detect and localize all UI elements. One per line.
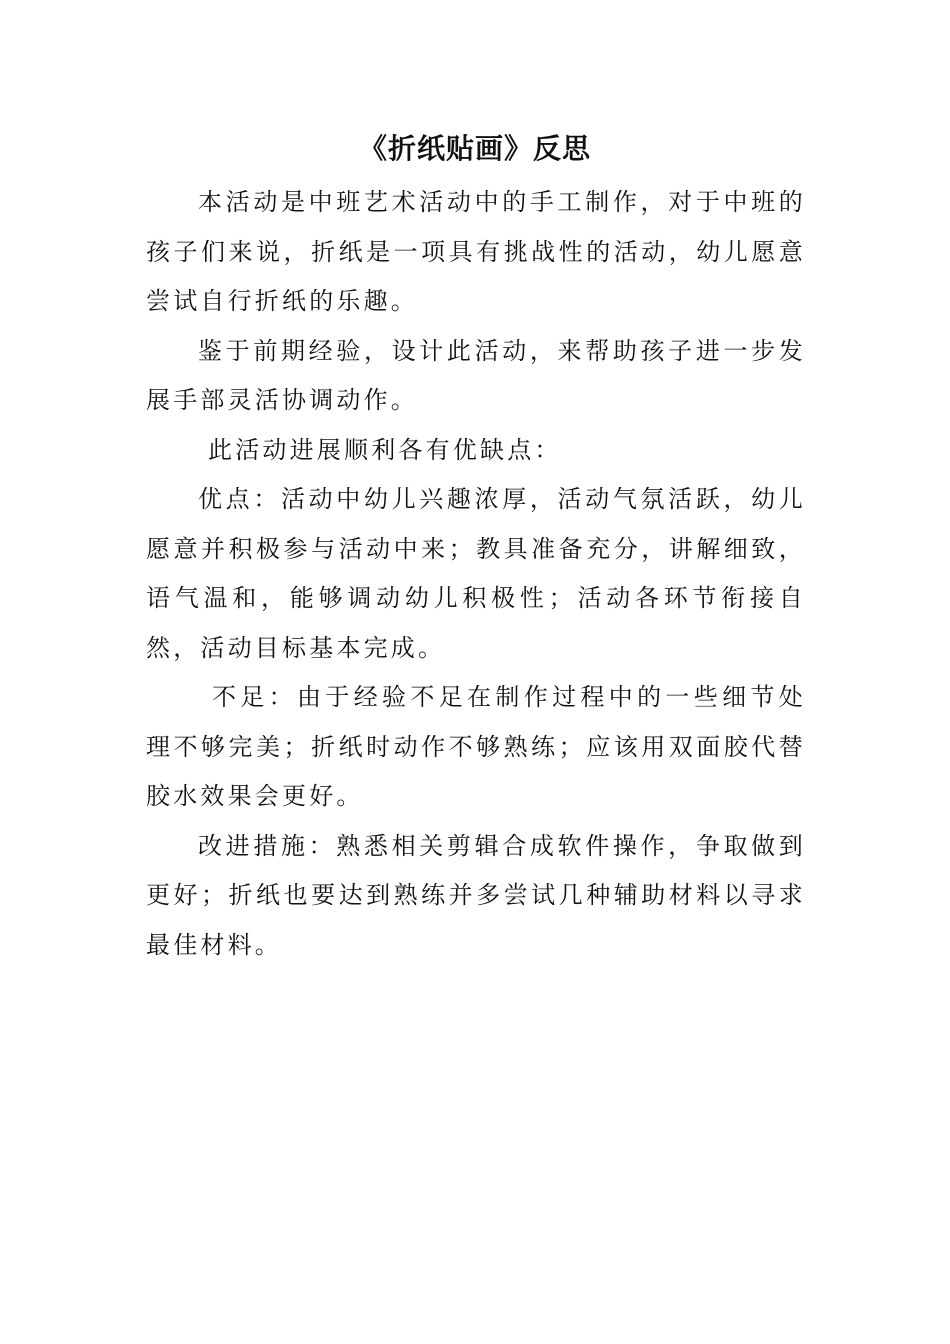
paragraph-summary: 此活动进展顺利各有优缺点： <box>208 435 562 464</box>
paragraph-intro: 本活动是中班艺术活动中的手工制作，对于中班的孩子们来说，折纸是一项具有挑战性的活动，幼儿愿意尝试自行折纸的乐趣。 <box>146 188 806 315</box>
paragraph-improvements: 改进措施：熟悉相关剪辑合成软件操作，争取做到更好；折纸也要达到熟练并多尝试几种辅助材料以寻求最佳材料。 <box>146 831 806 959</box>
paragraph-strengths: 优点：活动中幼儿兴趣浓厚，活动气氛活跃，幼儿愿意并积极参与活动中来；教具准备充分，讲解细致，语气温和，能够调动幼儿积极性；活动各环节衔接自然，活动目标基本完成。 <box>146 485 806 662</box>
document-title: 《折纸贴画》反思 <box>358 132 591 165</box>
paragraph-purpose: 鉴于前期经验，设计此活动，来帮助孩子进一步发展手部灵活协调动作。 <box>146 336 806 414</box>
paragraph-weaknesses: 不足：由于经验不足在制作过程中的一些细节处理不够完美；折纸时动作不够熟练；应该用双面胶代替胶水效果会更好。 <box>146 683 806 810</box>
document-body <box>146 178 806 970</box>
